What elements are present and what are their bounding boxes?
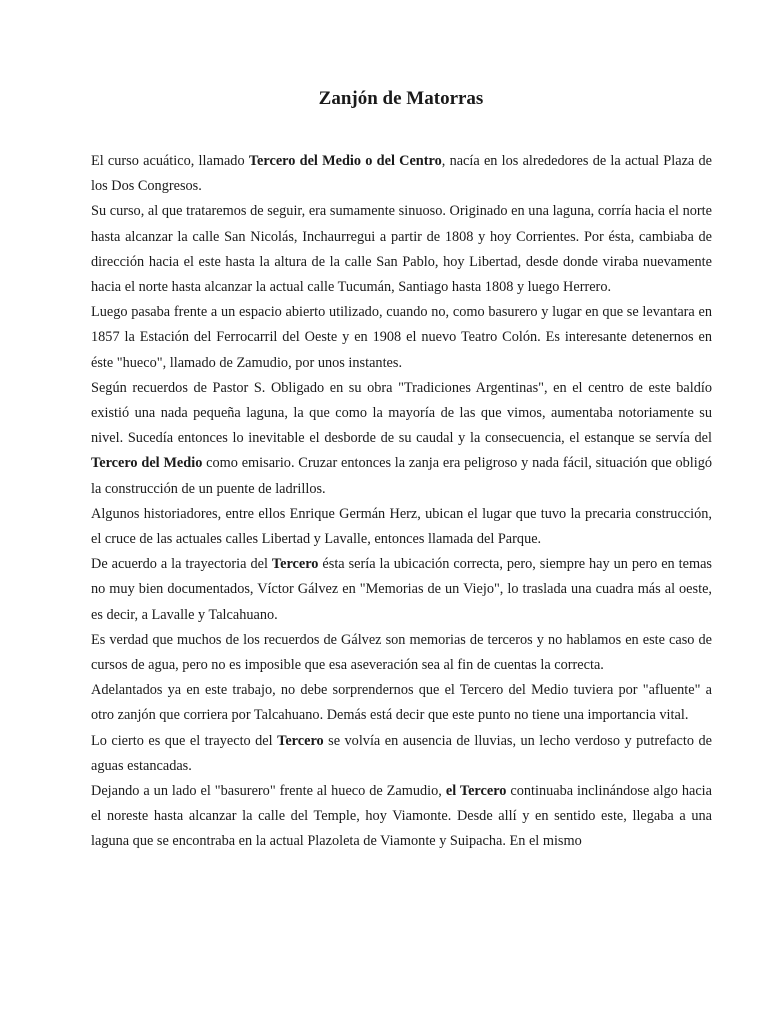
body-text: De acuerdo a la trayectoria del [91, 556, 272, 573]
body-text: Según recuerdos de Pastor S. Obligado en su obra "Tradiciones Argentinas", en el centro de este baldío existió una nada pequeña laguna, la que como la mayoría de las que vimos, aumentaba notoriamente su nivel. Sucedía entonces lo inevitable el desborde de su caudal y la consecuencia, el estanque se servía del [91, 379, 712, 447]
paragraph-5 [91, 502, 712, 552]
document-body [91, 149, 712, 855]
bold-text: Tercero del Medio [91, 455, 203, 472]
body-text: ésta sería la ubicación correcta, pero, siempre hay un pero en temas no muy bien documentados, Víctor Gálvez en "Memorias de un Viejo", lo traslada una cuadra más al oeste, es decir, a Lavalle y Talcahuano. [91, 556, 712, 623]
paragraph-7 [91, 628, 712, 678]
paragraph-4 [91, 376, 712, 502]
body-text: como emisario. Cruzar entonces la zanja era peligroso y nada fácil, situación que obligó la construcción de un puente de ladrillos. [91, 455, 712, 497]
body-text: continuaba inclinándose algo hacia el noreste hasta alcanzar la calle del Temple, hoy Viamonte. Desde allí y en sentido este, llegaba a una laguna que se encontraba en la actual Plazoleta de Viamonte y Suipacha. En el mismo [91, 783, 712, 850]
paragraph-1 [91, 149, 712, 199]
paragraph-8 [91, 678, 712, 728]
paragraph-6 [91, 552, 712, 628]
body-text: Su curso, al que trataremos de seguir, era sumamente sinuoso. Originado en una laguna, corría hacia el norte hasta alcanzar la calle San Nicolás, Inchaurregui a partir de 1808 y hoy Corrientes. Por ésta, cambiaba de dirección hacia el este hasta la altura de la calle San Pablo, hoy Libertad, desde donde viraba nuevamente hacia el norte hasta alcanzar la actual calle Tucumán, Santiago hasta 1808 y luego Herrero. [91, 203, 712, 296]
body-text: Es verdad que muchos de los recuerdos de Gálvez son memorias de terceros y no hablamos en este caso de cursos de agua, pero no es imposible que esa aseveración sea al fin de cuentas la correcta. [91, 631, 712, 674]
body-text: Luego pasaba frente a un espacio abierto utilizado, cuando no, como basurero y lugar en que se levantara en 1857 la Estación del Ferrocarril del Oeste y en 1908 el nuevo Teatro Colón. Es interesante detenernos en éste "hueco", llamado de Zamudio, por unos instantes. [91, 304, 712, 371]
paragraph-10 [91, 779, 712, 855]
body-text: Adelantados ya en este trabajo, no debe sorprendernos que el Tercero del Medio tuviera por "afluente" a otro zanjón que corriera por Talcahuano. Demás está decir que este punto no tiene una importancia vital. [91, 682, 712, 724]
paragraph-9 [91, 729, 712, 779]
document-title: Zanjón de Matorras [318, 88, 484, 109]
paragraph-3 [91, 300, 712, 376]
bold-text: el Tercero [445, 783, 507, 800]
body-text: Dejando a un lado el "basurero" frente al hueco de Zamudio, [91, 783, 446, 800]
body-text: El curso acuático, llamado [91, 153, 249, 169]
paragraph-2 [91, 199, 712, 300]
bold-text: Tercero [271, 556, 319, 573]
body-text: , nacía en los alrededores de la actual Plaza de los Dos Congresos. [91, 153, 712, 195]
body-text: Lo cierto es que el trayecto del [91, 732, 278, 749]
body-text: se volvía en ausencia de lluvias, un lecho verdoso y putrefacto de aguas estancadas. [91, 732, 712, 774]
body-text: Algunos historiadores, entre ellos Enrique Germán Herz, ubican el lugar que tuvo la precaria construcción, el cruce de las actuales calles Libertad y Lavalle, entonces llamada del Parque. [91, 505, 712, 548]
bold-text: Tercero [277, 732, 324, 749]
bold-text: Tercero del Medio o del Centro [248, 153, 442, 169]
